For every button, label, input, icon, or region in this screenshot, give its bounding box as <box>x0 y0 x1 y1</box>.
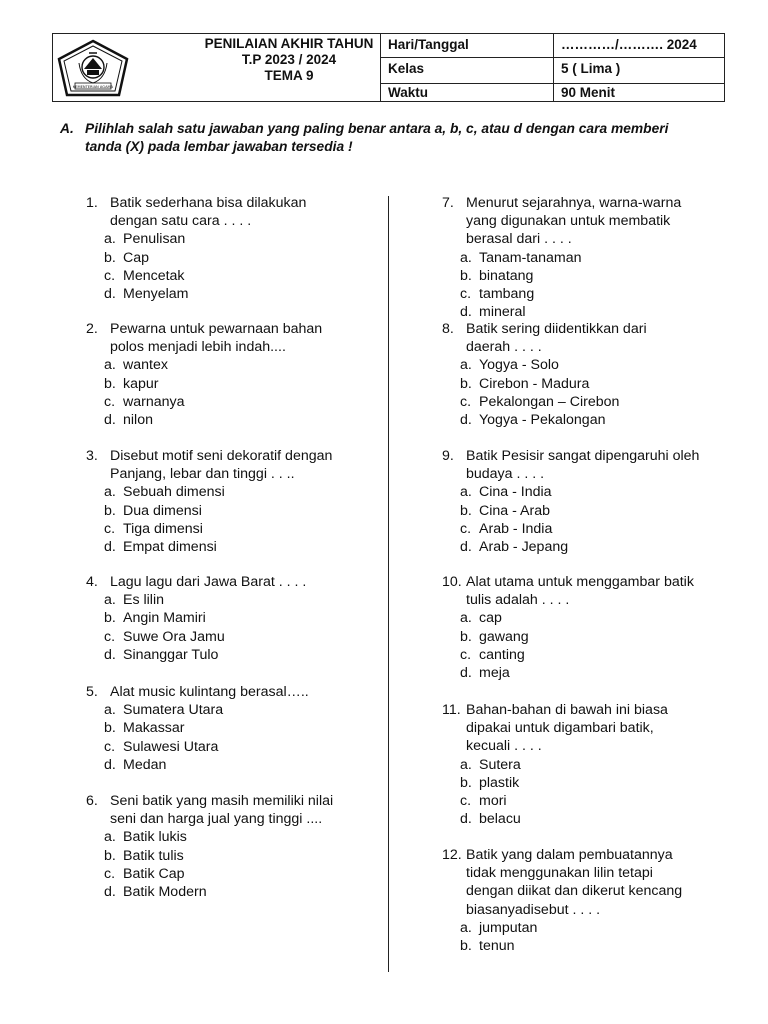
option-letter: a. <box>460 919 472 936</box>
option-letter: c. <box>104 393 116 410</box>
option-letter: b. <box>460 375 472 392</box>
question-text: Batik sering diidentikkan dari daerah . . . . <box>466 321 647 356</box>
option-text: meja <box>479 665 510 681</box>
option-letter: d. <box>460 412 472 428</box>
option-text: Mencetak <box>123 267 185 284</box>
option-letter: a. <box>104 357 116 374</box>
exam-title: PENILAIAN AKHIR TAHUN <box>204 36 374 51</box>
question-number: 10. <box>442 574 462 590</box>
option-letter: b. <box>104 375 116 392</box>
option-letter: a. <box>460 610 472 627</box>
question-text: Batik sederhana bisa dilakukan dengan satu cara . . . . <box>110 195 307 230</box>
option-text: Yogya - Pekalongan <box>479 412 606 428</box>
option-letter: d. <box>104 646 116 663</box>
exam-header-table <box>52 33 725 102</box>
option-letter: b. <box>104 847 116 864</box>
option-text: wantex <box>123 357 168 374</box>
option-letter: a. <box>104 702 116 719</box>
option-text: Arab - Jepang <box>479 539 569 555</box>
class-label: Kelas <box>388 61 425 76</box>
option-text: plastik <box>479 774 520 791</box>
option-letter: b. <box>460 774 472 791</box>
option-text: Tanam-tanaman <box>479 249 582 266</box>
option-text: Batik tulis <box>123 847 184 864</box>
header-divider <box>553 34 554 101</box>
option-letter: d. <box>104 539 116 555</box>
question-number: 12. <box>442 847 462 863</box>
school-year: T.P 2023 / 2024 <box>241 52 337 67</box>
option-letter: c. <box>460 793 472 809</box>
option-text: Sinanggar Tulo <box>123 646 219 663</box>
option-letter: b. <box>104 720 116 737</box>
option-letter: d. <box>460 811 472 828</box>
option-text: Menyelam <box>123 286 189 302</box>
question-text: Batik Pesisir sangat dipengaruhi oleh budaya . . . . <box>466 448 700 483</box>
option-text: Cap <box>123 249 150 266</box>
date-label: Hari/Tanggal <box>388 37 469 52</box>
question-text: Lagu lagu dari Jawa Barat . . . . <box>110 574 307 590</box>
option-text: Sutera <box>479 756 521 773</box>
option-text: mori <box>479 793 507 809</box>
question-text: Disebut motif seni dekoratif dengan Panjang, lebar dan tinggi . . .. <box>110 448 333 483</box>
question-number: 8. <box>442 321 454 337</box>
question-number: 9. <box>442 448 454 464</box>
option-letter: c. <box>104 865 116 882</box>
option-letter: d. <box>104 756 116 773</box>
option-text: binatang <box>479 267 534 284</box>
option-letter: c. <box>104 738 116 755</box>
option-letter: a. <box>104 592 116 609</box>
option-text: Cina - Arab <box>479 502 550 519</box>
time-value: 90 Menit <box>561 85 616 100</box>
option-text: Sumatera Utara <box>123 702 224 719</box>
question-number: 5. <box>86 684 98 700</box>
option-letter: d. <box>460 539 472 555</box>
option-letter: a. <box>460 484 472 501</box>
theme-label: TEMA 9 <box>264 68 314 83</box>
option-letter: b. <box>104 502 116 519</box>
option-letter: a. <box>460 756 472 773</box>
option-text: tambang <box>479 286 535 302</box>
option-text: Pekalongan – Cirebon <box>479 393 620 410</box>
svg-text:KEMENTERIAN AGAMA: KEMENTERIAN AGAMA <box>72 85 114 89</box>
question-number: 4. <box>86 574 98 590</box>
option-text: belacu <box>479 811 521 828</box>
option-letter: b. <box>460 628 472 645</box>
option-letter: c. <box>460 286 472 302</box>
option-text: tenun <box>479 938 515 954</box>
option-text: Medan <box>123 756 167 773</box>
section-letter: A. <box>60 121 74 136</box>
option-letter: c. <box>104 267 116 284</box>
option-text: Sebuah dimensi <box>123 484 225 501</box>
option-letter: a. <box>104 231 116 248</box>
option-text: Arab - India <box>479 520 553 537</box>
option-text: Suwe Ora Jamu <box>123 628 225 645</box>
option-text: kapur <box>123 375 159 392</box>
header-row-line <box>380 83 724 84</box>
option-text: cap <box>479 610 502 627</box>
option-letter: c. <box>460 393 472 410</box>
option-letter: c. <box>460 646 472 663</box>
option-letter: b. <box>460 267 472 284</box>
question-number: 2. <box>86 321 98 337</box>
option-letter: a. <box>460 249 472 266</box>
option-text: Angin Mamiri <box>123 610 206 627</box>
option-text: Tiga dimensi <box>123 520 203 537</box>
option-text: nilon <box>123 412 153 428</box>
option-text: Sulawesi Utara <box>123 738 219 755</box>
option-letter: b. <box>104 610 116 627</box>
option-text: Batik lukis <box>123 829 187 846</box>
option-text: warnanya <box>123 393 185 410</box>
option-text: Batik Modern <box>123 884 207 900</box>
option-text: jumputan <box>479 919 538 936</box>
option-text: Cirebon - Madura <box>479 375 590 392</box>
option-letter: a. <box>460 357 472 374</box>
question-text: Alat utama untuk menggambar batik tulis adalah . . . . <box>466 574 694 609</box>
option-letter: c. <box>104 520 116 537</box>
option-letter: a. <box>104 484 116 501</box>
option-text: Es lilin <box>123 592 164 609</box>
column-divider <box>388 196 389 972</box>
instruction-text: Pilihlah salah satu jawaban yang paling benar antara a, b, c, atau d dengan cara memberi tanda (X) pada lembar jawaban tersedia ! <box>85 121 669 154</box>
option-letter: d. <box>104 286 116 302</box>
option-letter: c. <box>104 628 116 645</box>
option-text: gawang <box>479 628 529 645</box>
option-text: Yogya - Solo <box>479 357 559 374</box>
option-text: Empat dimensi <box>123 539 217 555</box>
class-value: 5 ( Lima ) <box>561 61 621 76</box>
option-letter: b. <box>460 938 472 954</box>
option-text: Makassar <box>123 720 185 737</box>
option-letter: b. <box>104 249 116 266</box>
question-text: Seni batik yang masih memiliki nilai seni dan harga jual yang tinggi .... <box>110 793 334 828</box>
option-letter: d. <box>104 412 116 428</box>
ministry-logo-icon <box>57 39 129 97</box>
option-text: Batik Cap <box>123 865 185 882</box>
option-letter: d. <box>460 665 472 681</box>
question-number: 3. <box>86 448 98 464</box>
question-number: 6. <box>86 793 98 809</box>
question-number: 11. <box>442 702 461 718</box>
question-text: Pewarna untuk pewarnaan bahan polos menjadi lebih indah.... <box>110 321 323 356</box>
question-number: 7. <box>442 195 454 211</box>
option-text: Penulisan <box>123 231 186 248</box>
question-text: Menurut sejarahnya, warna-warna yang digunakan untuk membatik berasal dari . . . . <box>466 195 682 248</box>
time-label: Waktu <box>388 85 428 100</box>
date-value: …………/………. 2024 <box>561 37 697 52</box>
option-letter: c. <box>460 520 472 537</box>
option-letter: d. <box>104 884 116 900</box>
question-text: Bahan-bahan di bawah ini biasa dipakai untuk digambari batik, kecuali . . . . <box>466 702 668 755</box>
option-text: Dua dimensi <box>123 502 202 519</box>
option-letter: b. <box>460 502 472 519</box>
option-letter: d. <box>460 304 472 321</box>
question-text: Alat music kulintang berasal….. <box>110 684 309 700</box>
option-text: mineral <box>479 304 526 321</box>
question-text: Batik yang dalam pembuatannya tidak menggunakan lilin tetapi dengan diikat dan dikerut kencang biasanyadisebut . . . . <box>466 847 683 918</box>
option-letter: a. <box>104 829 116 846</box>
question-number: 1. <box>86 195 98 211</box>
option-text: canting <box>479 646 525 663</box>
option-text: Cina - India <box>479 484 552 501</box>
